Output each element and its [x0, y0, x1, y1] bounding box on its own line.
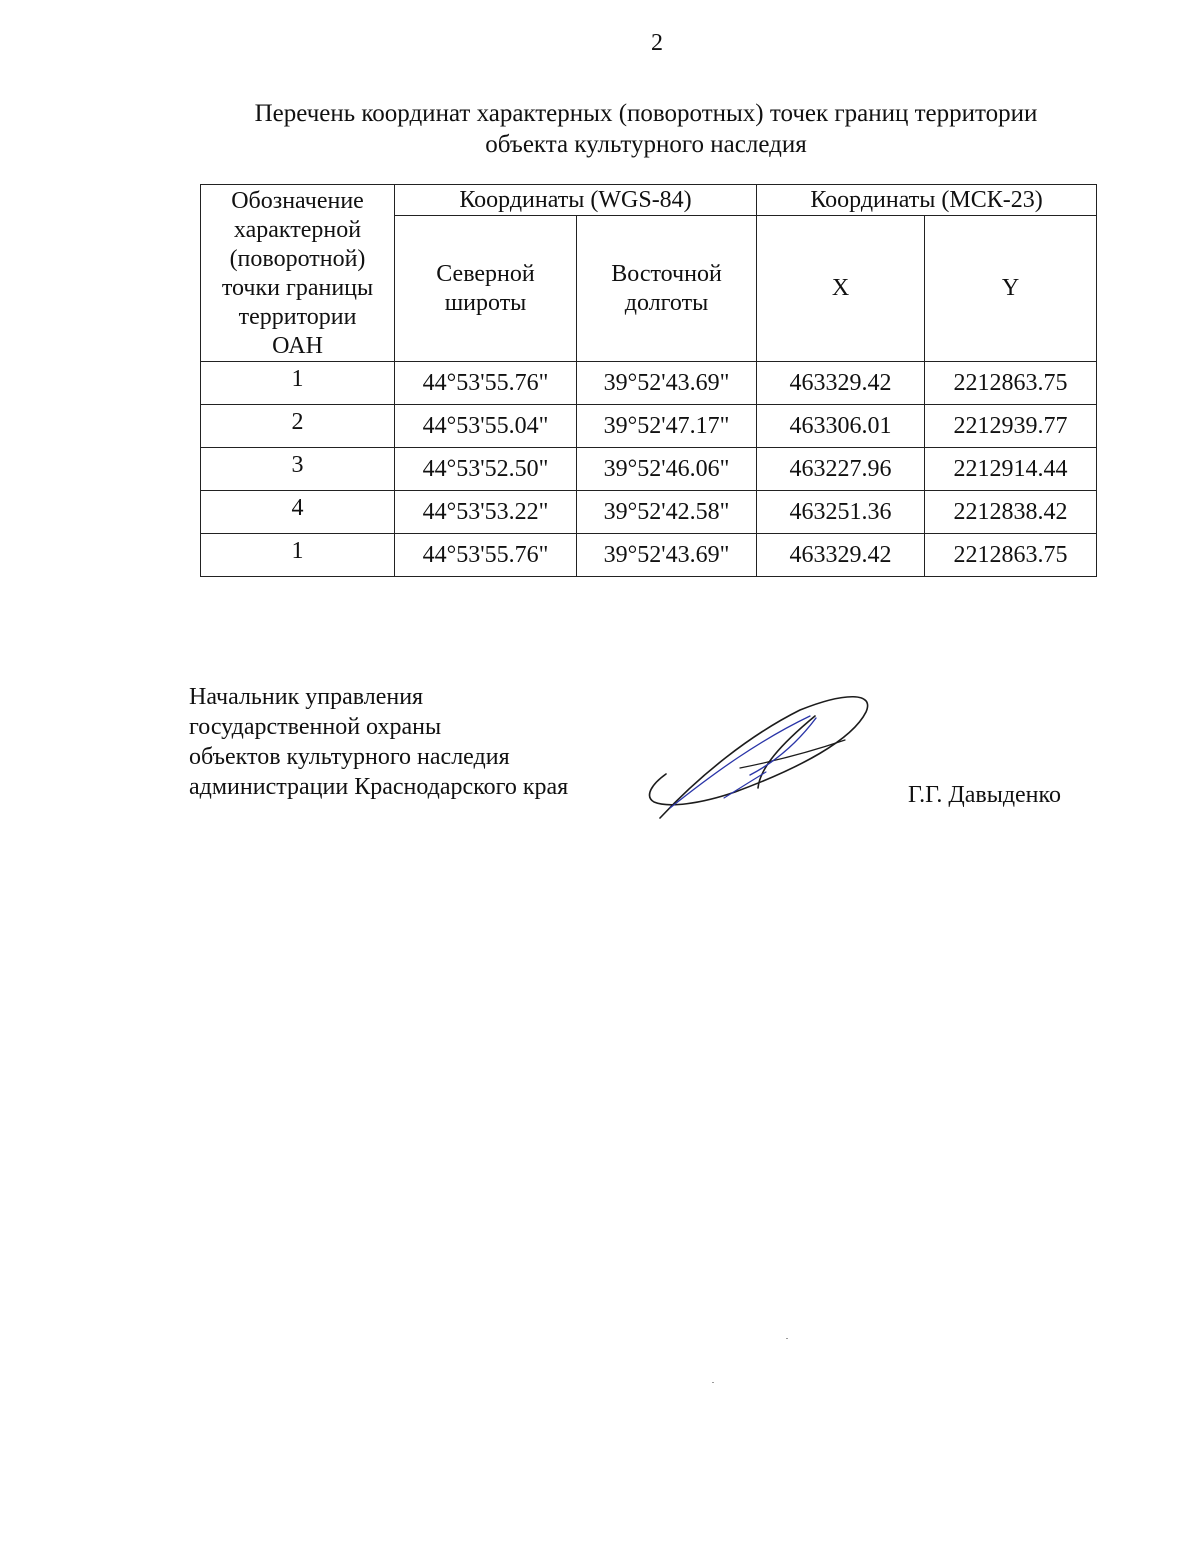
- header-y: Y: [925, 216, 1097, 362]
- longitude-cell: 39°52'46.06": [577, 448, 757, 491]
- longitude-cell: 39°52'42.58": [577, 491, 757, 534]
- header-wgs84-group: Координаты (WGS-84): [395, 185, 757, 216]
- point-number-cell: 3: [201, 448, 395, 491]
- y-cell: 2212838.42: [925, 491, 1097, 534]
- document-title-line: объекта культурного наследия: [485, 131, 807, 158]
- scan-speck: [786, 1338, 788, 1339]
- table-row: [201, 448, 1097, 491]
- header-x: X: [757, 216, 925, 362]
- x-cell: 463251.36: [757, 491, 925, 534]
- latitude-cell: 44°53'53.22": [395, 491, 577, 534]
- scan-speck: [712, 1382, 714, 1383]
- longitude-cell: 39°52'47.17": [577, 405, 757, 448]
- header-east-longitude: Восточной долготы: [577, 216, 757, 362]
- table-body: [201, 362, 1097, 577]
- latitude-cell: 44°53'55.76": [395, 534, 577, 577]
- longitude-cell: 39°52'43.69": [577, 534, 757, 577]
- table-row: [201, 362, 1097, 405]
- y-cell: 2212863.75: [925, 534, 1097, 577]
- signatory-name: Г.Г. Давыденко: [908, 782, 1061, 808]
- document-title-line: Перечень координат характерных (поворотных) точек границ территории: [254, 100, 1038, 127]
- point-number-cell: 2: [201, 405, 395, 448]
- latitude-cell: 44°53'52.50": [395, 448, 577, 491]
- point-number-cell: 1: [201, 534, 395, 577]
- point-number-cell: 1: [201, 362, 395, 405]
- table-row: [201, 534, 1097, 577]
- x-cell: 463306.01: [757, 405, 925, 448]
- header-north-latitude: Северной широты: [395, 216, 577, 362]
- header-point-designation: Обозначение характерной (поворотной) точки границы территории ОАН: [201, 185, 395, 362]
- table-row: [201, 405, 1097, 448]
- y-cell: 2212914.44: [925, 448, 1097, 491]
- latitude-cell: 44°53'55.04": [395, 405, 577, 448]
- page-number: 2: [651, 30, 663, 56]
- table-header: [201, 185, 1097, 362]
- table-row: [201, 491, 1097, 534]
- signatory-position: [189, 682, 568, 802]
- coordinates-table: [200, 184, 1097, 577]
- x-cell: 463329.42: [757, 362, 925, 405]
- point-number-cell: 4: [201, 491, 395, 534]
- signatory-position-line: государственной охраны: [189, 714, 442, 740]
- signatory-position-line: объектов культурного наследия: [189, 744, 510, 770]
- handwritten-signature: [640, 680, 880, 830]
- latitude-cell: 44°53'55.76": [395, 362, 577, 405]
- signatory-position-line: Начальник управления: [189, 684, 424, 710]
- x-cell: 463227.96: [757, 448, 925, 491]
- longitude-cell: 39°52'43.69": [577, 362, 757, 405]
- signatory-position-line: администрации Краснодарского края: [189, 774, 569, 800]
- x-cell: 463329.42: [757, 534, 925, 577]
- y-cell: 2212939.77: [925, 405, 1097, 448]
- y-cell: 2212863.75: [925, 362, 1097, 405]
- document-title: [200, 98, 1092, 160]
- header-msk23-group: Координаты (МСК-23): [757, 185, 1097, 216]
